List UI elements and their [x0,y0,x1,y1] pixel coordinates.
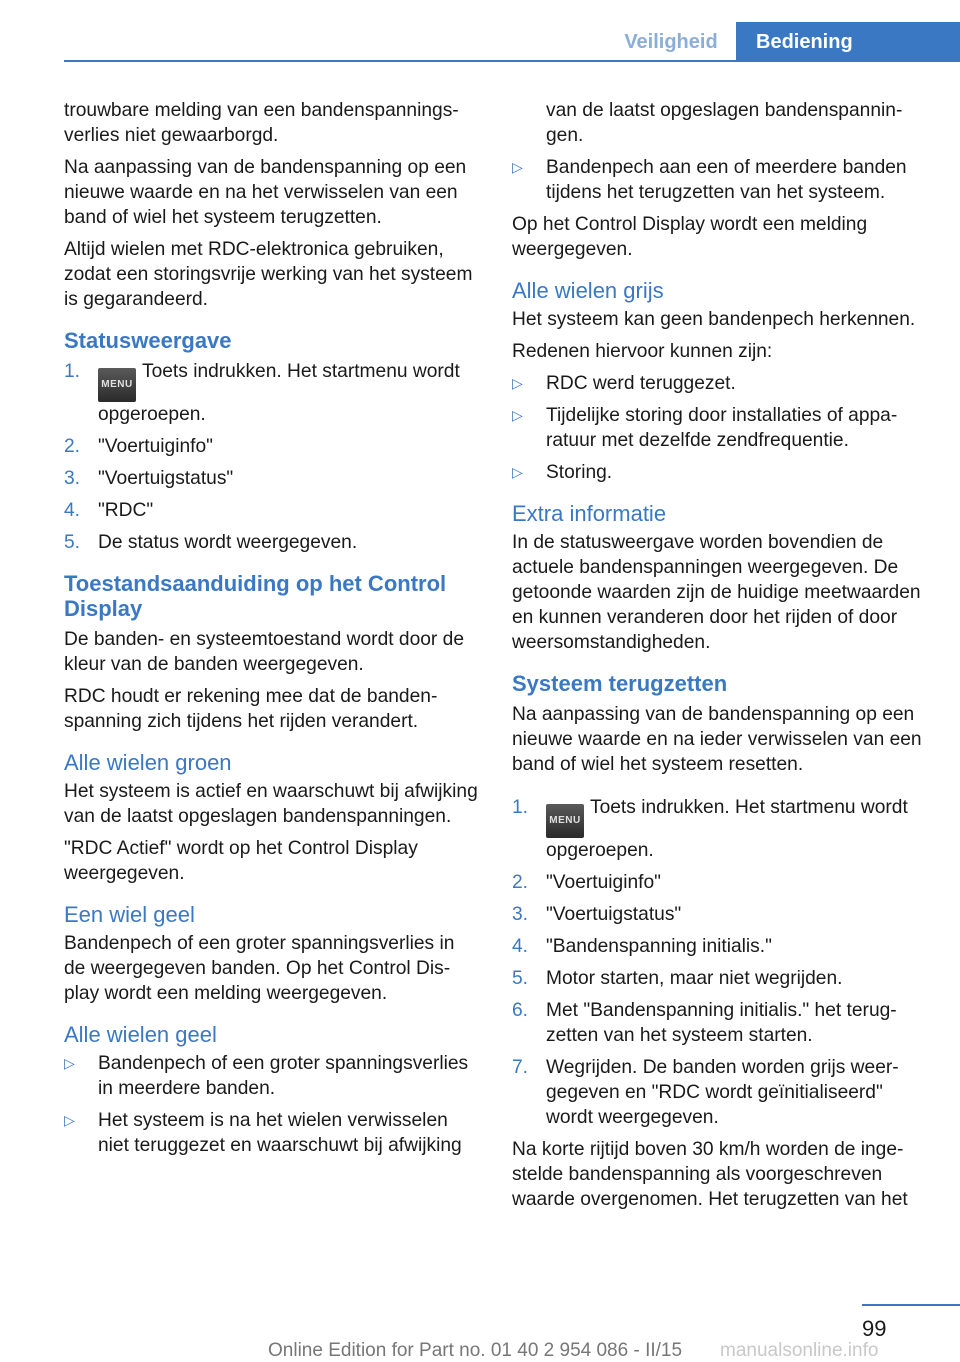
paragraph: "RDC Actief" wordt op het Control Display weergegeven. [64,838,418,884]
step-number: 7. [512,1057,529,1078]
list-item [64,466,478,491]
list-item [64,530,478,555]
triangle-bullet-icon: ▷ [64,1055,75,1071]
paragraph: RDC houdt er rekening mee dat de bandenspanning zich tijdens het rijden verandert. [64,686,438,732]
step-text: "Voertuiginfo" [546,872,661,893]
tab-bediening[interactable]: Bediening [736,22,960,62]
step-text: Wegrijden. De banden worden grijs weergegeven en "RDC wordt geïnitialiseerd" wordt weergegeven. [546,1057,899,1128]
list-item [64,1051,478,1101]
menu-button-icon: MENU [98,368,136,402]
paragraph: Bandenpech of een groter spanningsverlies in de weergegeven banden. Op het Control Display wordt een melding weergegeven. [64,933,455,1004]
paragraph: Op het Control Display wordt een melding weergegeven. [512,214,868,260]
bullet-text: van de laatst opgeslagen bandenspanningen. [546,100,903,146]
paragraph: Altijd wielen met RDC-elektronica gebruiken, zodat een storingsvrije werking van het systeem is gegarandeerd. [64,239,473,310]
triangle-bullet-icon: ▷ [512,375,523,391]
list-item [64,359,478,427]
heading-toestandsaanduiding: Toestandsaanduiding op het Control Display [64,571,447,621]
triangle-bullet-icon: ▷ [512,407,523,423]
list-item [512,966,928,991]
bullet-text: RDC werd teruggezet. [546,373,736,394]
list-item [512,1055,928,1130]
list-item [512,371,928,396]
step-number: 5. [64,532,81,553]
heading-statusweergave: Statusweergave [64,328,232,353]
heading-een-wiel-geel: Een wiel geel [64,902,195,927]
paragraph: Redenen hiervoor kunnen zijn: [512,341,773,362]
watermark: manualsonline.info [720,1340,879,1361]
list-item [512,902,928,927]
step-number: 4. [512,936,529,957]
heading-alle-wielen-grijs: Alle wielen grijs [512,278,664,303]
list-item [64,434,478,459]
list-item [64,498,478,523]
footer-rule [862,1304,960,1306]
menu-button-icon: MENU [546,804,584,838]
status-steps-list [64,359,478,555]
heading-extra-informatie: Extra informatie [512,501,667,526]
step-text: "Voertuigstatus" [98,468,234,489]
triangle-bullet-icon: ▷ [512,464,523,480]
bullet-text: Storing. [546,462,613,483]
step-number: 3. [512,904,529,925]
list-item [512,870,928,895]
bullet-text: Bandenpech of een groter spanningsverlies in meerdere banden. [98,1053,469,1099]
step-number: 5. [512,968,529,989]
step-number: 4. [64,500,81,521]
step-text: De status wordt weergegeven. [98,532,358,553]
step-text: "Voertuigstatus" [546,904,682,925]
reasons-bullet-list [512,371,928,485]
list-item [512,155,928,205]
paragraph: In de statusweergave worden bovendien de actuele bandenspanningen weergegeven. De getoonde waarden zijn de huidige meetwaarden en kunnen veranderen door het rijden of door weersomstandigheden. [512,532,921,653]
reset-steps-list [512,795,928,1130]
continued-bullet-list [512,98,928,205]
bullet-text: Tijdelijke storing door installaties of apparatuur met dezelfde zendfrequentie. [546,405,898,451]
step-text: "Bandenspanning initialis." [546,936,772,957]
list-item-continued [512,98,928,148]
heading-alle-wielen-groen: Alle wielen groen [64,750,232,775]
paragraph: Na aanpassing van de bandenspanning op een nieuwe waarde en na ieder verwisselen van een band of wiel het systeem resetten. [512,704,922,775]
paragraph: Na aanpassing van de bandenspanning op een nieuwe waarde en na het verwisselen van een band of wiel het systeem terugzetten. [64,157,467,228]
step-number: 6. [512,1000,529,1021]
bullet-text: Bandenpech aan een of meerdere banden tijdens het terugzetten van het systeem. [546,157,907,203]
triangle-bullet-icon: ▷ [512,159,523,175]
geel-bullet-list [64,1051,478,1158]
list-item [512,998,928,1048]
page-number: 99 [862,1316,887,1341]
step-text: "Voertuiginfo" [98,436,213,457]
triangle-bullet-icon: ▷ [64,1112,75,1128]
step-text: "RDC" [98,500,154,521]
edition-footer: Online Edition for Part no. 01 40 2 954 086 - II/15 [268,1340,683,1361]
bullet-text: Het systeem is na het wielen verwisselen niet teruggezet en waarschuwt bij afwijking [98,1110,462,1156]
list-item [512,934,928,959]
step-number: 2. [64,436,81,457]
step-text: Toets indrukken. Het startmenu wordt opgeroepen. [98,361,460,425]
heading-alle-wielen-geel: Alle wielen geel [64,1022,217,1047]
tab-veiligheid[interactable]: Veiligheid [624,31,718,53]
right-column [512,98,928,1219]
list-item [512,460,928,485]
paragraph: Het systeem is actief en waarschuwt bij afwijking van de laatst opgeslagen bandenspanningen. [64,781,478,827]
paragraph: Na korte rijtijd boven 30 km/h worden de ingestelde bandenspanning als voorgeschreven waarde overgenomen. Het terugzetten van het [512,1139,908,1210]
list-item [512,403,928,453]
step-text: Met "Bandenspanning initialis." het terugzetten van het systeem starten. [546,1000,897,1046]
step-text: Motor starten, maar niet wegrijden. [546,968,843,989]
step-number: 1. [512,797,529,818]
paragraph: trouwbare melding van een bandenspanningsverlies niet gewaarborgd. [64,100,459,146]
list-item [64,1108,478,1158]
step-number: 3. [64,468,81,489]
step-number: 1. [64,361,81,382]
paragraph: Het systeem kan geen bandenpech herkennen. [512,309,916,330]
step-number: 2. [512,872,529,893]
step-text: Toets indrukken. Het startmenu wordt opgeroepen. [546,797,908,861]
left-column [64,98,478,1165]
heading-systeem-terugzetten: Systeem terugzetten [512,671,728,696]
paragraph: De banden- en systeemtoestand wordt door de kleur van de banden weergegeven. [64,629,464,675]
list-item [512,795,928,863]
